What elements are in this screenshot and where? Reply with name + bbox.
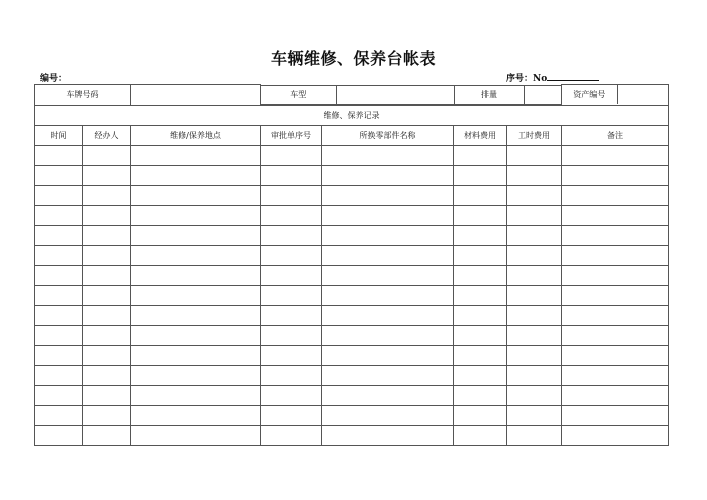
labor-cost-cell[interactable] <box>507 205 562 225</box>
time-cell[interactable] <box>35 225 83 245</box>
parts-cell[interactable] <box>322 265 454 285</box>
material-cost-cell[interactable] <box>454 265 507 285</box>
labor-cost-cell[interactable] <box>507 245 562 265</box>
location-cell[interactable] <box>131 405 261 425</box>
table-row <box>35 325 669 345</box>
parts-cell[interactable] <box>322 385 454 405</box>
parts-cell[interactable] <box>322 185 454 205</box>
material-cost-cell[interactable] <box>454 185 507 205</box>
page-title: 车辆维修、保养台帐表 <box>270 49 436 68</box>
table-row <box>35 185 669 205</box>
remarks-cell[interactable] <box>562 425 669 445</box>
time-cell[interactable] <box>35 325 83 345</box>
handler-cell[interactable] <box>83 285 131 305</box>
serial-blank-line[interactable] <box>547 71 599 81</box>
table-row <box>35 285 669 305</box>
parts-cell[interactable] <box>322 305 454 325</box>
handler-cell[interactable] <box>83 185 131 205</box>
labor-cost-cell[interactable] <box>507 405 562 425</box>
table-row <box>35 385 669 405</box>
approval-no-cell[interactable] <box>261 425 322 445</box>
handler-cell[interactable] <box>83 265 131 285</box>
labor-cost-cell[interactable] <box>507 325 562 345</box>
model-group <box>261 85 454 106</box>
column-header-location: 维修/保养地点 <box>131 125 261 145</box>
approval-no-cell[interactable] <box>261 365 322 385</box>
labor-cost-cell[interactable] <box>507 265 562 285</box>
location-cell[interactable] <box>131 165 261 185</box>
remarks-cell[interactable] <box>562 325 669 345</box>
approval-no-cell[interactable] <box>261 225 322 245</box>
location-cell[interactable] <box>131 345 261 365</box>
remarks-cell[interactable] <box>562 285 669 305</box>
approval-no-cell[interactable] <box>261 285 322 305</box>
parts-cell[interactable] <box>322 345 454 365</box>
time-cell[interactable] <box>35 285 83 305</box>
material-cost-cell[interactable] <box>454 405 507 425</box>
remarks-cell[interactable] <box>562 185 669 205</box>
serial-label: 序号：No <box>506 74 548 84</box>
displacement-group <box>454 85 562 106</box>
time-cell[interactable] <box>35 185 83 205</box>
approval-no-cell[interactable] <box>261 165 322 185</box>
labor-cost-cell[interactable] <box>507 165 562 185</box>
number-label: 编号： <box>40 74 68 84</box>
parts-cell[interactable] <box>322 425 454 445</box>
parts-cell[interactable] <box>322 405 454 425</box>
table-row <box>35 245 669 265</box>
material-cost-cell[interactable] <box>454 205 507 225</box>
table-row <box>35 365 669 385</box>
labor-cost-cell[interactable] <box>507 385 562 405</box>
asset-group <box>562 85 669 106</box>
time-cell[interactable] <box>35 265 83 285</box>
table-row <box>35 345 669 365</box>
parts-cell[interactable] <box>322 225 454 245</box>
section-title-row <box>35 105 669 125</box>
location-cell[interactable] <box>131 265 261 285</box>
handler-cell[interactable] <box>83 245 131 265</box>
handler-cell[interactable] <box>83 325 131 345</box>
material-cost-cell[interactable] <box>454 165 507 185</box>
handler-cell[interactable] <box>83 345 131 365</box>
time-cell[interactable] <box>35 385 83 405</box>
handler-cell[interactable] <box>83 365 131 385</box>
labor-cost-cell[interactable] <box>507 345 562 365</box>
approval-no-cell[interactable] <box>261 205 322 225</box>
time-cell[interactable] <box>35 365 83 385</box>
location-cell[interactable] <box>131 385 261 405</box>
table-row <box>35 265 669 285</box>
serial-number <box>506 71 599 84</box>
location-cell[interactable] <box>131 145 261 165</box>
column-header-remarks: 备注 <box>562 125 669 145</box>
labor-cost-cell[interactable] <box>507 425 562 445</box>
location-cell[interactable] <box>131 305 261 325</box>
handler-cell[interactable] <box>83 145 131 165</box>
remarks-cell[interactable] <box>562 145 669 165</box>
column-header-material-cost: 材料费用 <box>454 125 507 145</box>
time-cell[interactable] <box>35 305 83 325</box>
time-cell[interactable] <box>35 205 83 225</box>
remarks-cell[interactable] <box>562 345 669 365</box>
approval-no-cell[interactable] <box>261 245 322 265</box>
asset-label: 资产编号 <box>562 85 617 104</box>
location-cell[interactable] <box>131 325 261 345</box>
time-cell[interactable] <box>35 245 83 265</box>
labor-cost-cell[interactable] <box>507 145 562 165</box>
parts-cell[interactable] <box>322 365 454 385</box>
remarks-cell[interactable] <box>562 165 669 185</box>
table-row <box>35 165 669 185</box>
parts-cell[interactable] <box>322 145 454 165</box>
remarks-cell[interactable] <box>562 365 669 385</box>
material-cost-cell[interactable] <box>454 325 507 345</box>
material-cost-cell[interactable] <box>454 385 507 405</box>
location-cell[interactable] <box>131 185 261 205</box>
approval-no-cell[interactable] <box>261 305 322 325</box>
remarks-cell[interactable] <box>562 305 669 325</box>
time-cell[interactable] <box>35 425 83 445</box>
column-header-parts: 所换零部件名称 <box>322 125 454 145</box>
vehicle-info-row <box>35 85 669 106</box>
location-cell[interactable] <box>131 285 261 305</box>
table-row <box>35 225 669 245</box>
remarks-cell[interactable] <box>562 265 669 285</box>
time-cell[interactable] <box>35 405 83 425</box>
approval-no-cell[interactable] <box>261 345 322 365</box>
handler-cell[interactable] <box>83 205 131 225</box>
section-title: 维修、保养记录 <box>35 105 669 125</box>
material-cost-cell[interactable] <box>454 365 507 385</box>
remarks-cell[interactable] <box>562 225 669 245</box>
parts-cell[interactable] <box>322 325 454 345</box>
displacement-label: 排量 <box>454 85 524 104</box>
parts-cell[interactable] <box>322 165 454 185</box>
handler-cell[interactable] <box>83 305 131 325</box>
material-cost-cell[interactable] <box>454 345 507 365</box>
labor-cost-cell[interactable] <box>507 365 562 385</box>
plate-value-cell[interactable] <box>131 85 261 106</box>
time-cell[interactable] <box>35 345 83 365</box>
labor-cost-cell[interactable] <box>507 305 562 325</box>
column-header-row <box>35 125 669 145</box>
material-cost-cell[interactable] <box>454 225 507 245</box>
column-header-time: 时间 <box>35 125 83 145</box>
parts-cell[interactable] <box>322 205 454 225</box>
labor-cost-cell[interactable] <box>507 285 562 305</box>
asset-value-cell[interactable] <box>617 85 669 104</box>
approval-no-cell[interactable] <box>261 185 322 205</box>
ledger-table <box>34 84 669 446</box>
table-row <box>35 405 669 425</box>
column-header-handler: 经办人 <box>83 125 131 145</box>
material-cost-cell[interactable] <box>454 285 507 305</box>
table-row <box>35 425 669 445</box>
approval-no-cell[interactable] <box>261 145 322 165</box>
labor-cost-cell[interactable] <box>507 225 562 245</box>
handler-cell[interactable] <box>83 225 131 245</box>
approval-no-cell[interactable] <box>261 325 322 345</box>
column-header-labor-cost: 工时费用 <box>507 125 562 145</box>
table-row <box>35 305 669 325</box>
parts-cell[interactable] <box>322 285 454 305</box>
handler-cell[interactable] <box>83 405 131 425</box>
handler-cell[interactable] <box>83 425 131 445</box>
approval-no-cell[interactable] <box>261 385 322 405</box>
location-cell[interactable] <box>131 365 261 385</box>
column-header-approval-no: 审批单序号 <box>261 125 322 145</box>
location-cell[interactable] <box>131 225 261 245</box>
handler-cell[interactable] <box>83 165 131 185</box>
parts-cell[interactable] <box>322 245 454 265</box>
material-cost-cell[interactable] <box>454 305 507 325</box>
material-cost-cell[interactable] <box>454 245 507 265</box>
remarks-cell[interactable] <box>562 245 669 265</box>
model-label: 车型 <box>261 85 336 104</box>
material-cost-cell[interactable] <box>454 425 507 445</box>
location-cell[interactable] <box>131 205 261 225</box>
time-cell[interactable] <box>35 165 83 185</box>
approval-no-cell[interactable] <box>261 265 322 285</box>
location-cell[interactable] <box>131 245 261 265</box>
displacement-value-cell[interactable] <box>524 85 562 104</box>
handler-cell[interactable] <box>83 385 131 405</box>
plate-label: 车牌号码 <box>35 85 131 106</box>
remarks-cell[interactable] <box>562 385 669 405</box>
material-cost-cell[interactable] <box>454 145 507 165</box>
table-row <box>35 145 669 165</box>
table-row <box>35 205 669 225</box>
remarks-cell[interactable] <box>562 205 669 225</box>
model-value-cell[interactable] <box>336 85 454 104</box>
approval-no-cell[interactable] <box>261 405 322 425</box>
location-cell[interactable] <box>131 425 261 445</box>
remarks-cell[interactable] <box>562 405 669 425</box>
labor-cost-cell[interactable] <box>507 185 562 205</box>
time-cell[interactable] <box>35 145 83 165</box>
